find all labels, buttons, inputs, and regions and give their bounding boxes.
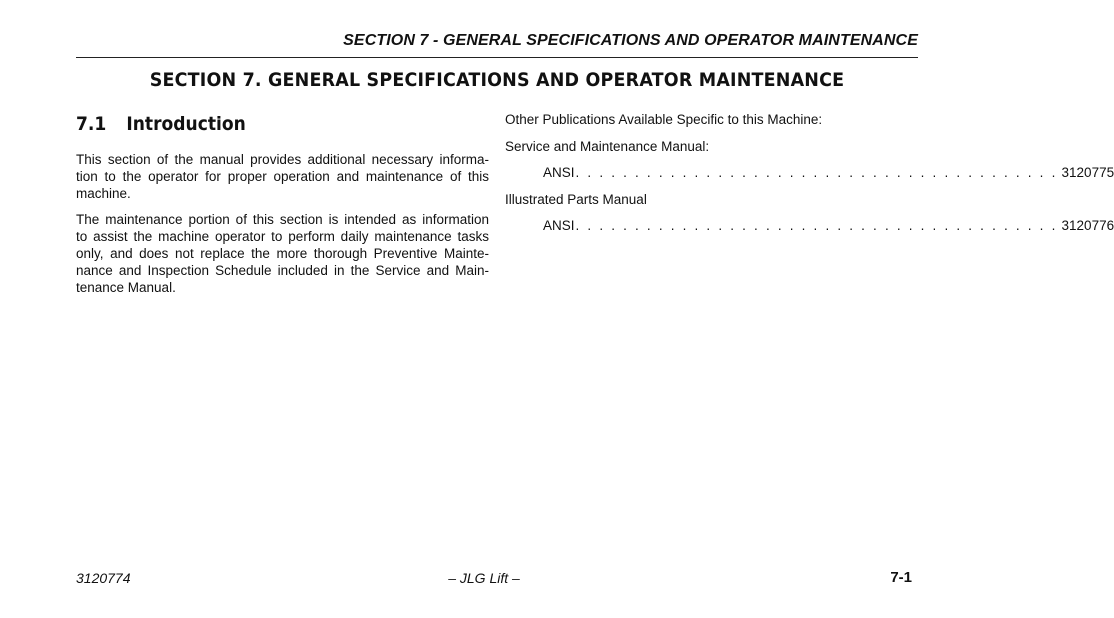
footer-page-number: 7-1 xyxy=(890,569,912,586)
header-rule xyxy=(76,57,918,58)
right-column xyxy=(505,111,1114,234)
paragraph-line: The maintenance portion of this section is intended as information xyxy=(76,212,489,227)
subsection-number: 7.1 xyxy=(76,113,107,135)
running-header: SECTION 7 - GENERAL SPECIFICATIONS AND OPERATOR MAINTENANCE xyxy=(343,32,918,49)
paragraph-line: tenance Manual. xyxy=(76,280,176,295)
paragraph-line: nance and Inspection Schedule included in the Service and Main- xyxy=(76,263,489,278)
section-title: SECTION 7. GENERAL SPECIFICATIONS AND OPERATOR MAINTENANCE xyxy=(149,69,845,91)
intro-paragraph-1 xyxy=(76,151,489,202)
footer-center-text: – JLG Lift – xyxy=(448,570,520,586)
dot-leader: . . . . . . . . . . . . . . . . . . . . . . . . . . . . . . . . . . . . . . . . . xyxy=(575,218,1058,233)
publication-group-title: Illustrated Parts Manual xyxy=(505,192,647,207)
publication-label: ANSI xyxy=(543,218,575,233)
publication-number: 3120775 xyxy=(1061,165,1114,180)
paragraph-line: machine. xyxy=(76,186,131,201)
dot-leader: . . . . . . . . . . . . . . . . . . . . . . . . . . . . . . . . . . . . . . . . . xyxy=(575,165,1058,180)
publication-number: 3120776 xyxy=(1061,218,1114,233)
publication-group-title: Service and Maintenance Manual: xyxy=(505,139,710,154)
left-column xyxy=(76,111,489,305)
intro-paragraph-2 xyxy=(76,211,489,296)
paragraph-line: to assist the machine operator to perform daily maintenance tasks xyxy=(76,229,489,244)
paragraph-line: tion to the operator for proper operation and maintenance of this xyxy=(76,169,489,184)
publication-entry xyxy=(543,217,1114,234)
publication-entry xyxy=(543,164,1114,181)
footer-doc-number: 3120774 xyxy=(76,570,131,586)
paragraph-line: This section of the manual provides additional necessary informa- xyxy=(76,152,489,167)
paragraph-line: only, and does not replace the more thorough Preventive Mainte- xyxy=(76,246,489,261)
subsection-title: Introduction xyxy=(126,113,246,135)
subsection-heading xyxy=(76,111,448,137)
publication-label: ANSI xyxy=(543,165,575,180)
publications-heading: Other Publications Available Specific to this Machine: xyxy=(505,112,823,127)
